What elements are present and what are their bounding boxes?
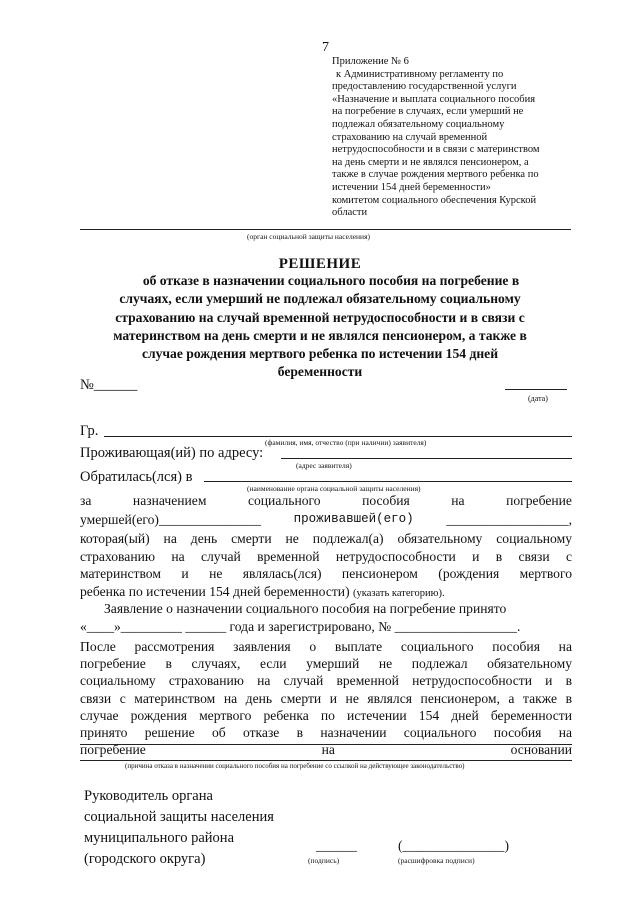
- p1-last-line: [80, 583, 572, 603]
- word: погребение: [80, 742, 146, 758]
- signature-caption: (подпись): [308, 856, 340, 865]
- citizen-line: [104, 436, 572, 437]
- organ-name-caption: (наименование органа социальной защиты населения): [247, 484, 421, 493]
- p3-line: погребение в случаях, если умерший не подлежал обязательному: [80, 656, 572, 672]
- appendix-line: также в случае рождения мертвого ребенка по: [332, 169, 539, 181]
- appendix-line: области: [332, 207, 368, 219]
- reason-caption: (причина отказа в назначении социального пособия на погребение со ссылкой на действующее законодательство): [125, 762, 465, 770]
- subtitle-line: страхованию на случай временной нетрудоспособности и в связи с: [115, 309, 525, 325]
- fio-caption: (фамилия, имя, отчество (при наличии) заявителя): [265, 438, 427, 447]
- p1-body: [80, 530, 572, 602]
- word: пособия: [362, 493, 410, 508]
- appendix-line: нетрудоспособности и в связи с материнством: [332, 144, 540, 156]
- subtitle-line: случае рождения мертвого ребенка по истечении 154 дней: [141, 346, 499, 362]
- p3-line: социальному страхованию на случай временной нетрудоспособности и в: [80, 673, 572, 689]
- category-hint: (указать категорию).: [353, 587, 445, 599]
- appendix-line: «Назначение и выплата социального пособия: [332, 93, 536, 105]
- p1-line-1: [80, 493, 572, 509]
- page-number: 7: [322, 40, 329, 55]
- word: назначением: [132, 493, 207, 508]
- appendix-title: Приложение № 6: [332, 56, 409, 67]
- signature-block: [84, 786, 274, 870]
- reason-line-2: [80, 760, 572, 761]
- subtitle-line: об отказе в назначении социального пособия на погребение в: [142, 273, 520, 288]
- p3-line: принято решение об отказе в назначении социального пособия на: [80, 725, 572, 741]
- p1-last-text: ребенка по истечении 154 дней беременности): [80, 583, 350, 599]
- decode-blank: (_______________): [398, 838, 510, 853]
- p3-body: [80, 638, 572, 758]
- address-label: Проживающая(ий) по адресу:: [80, 445, 264, 461]
- appendix-line: предоставлению государственной услуги: [332, 81, 517, 93]
- appendix-line: к Административному регламенту по: [336, 68, 504, 80]
- appendix-line: страхованию на случай временной: [332, 131, 488, 143]
- word: погребение: [506, 493, 572, 508]
- p3-line: связи с материнством на день смерти и не являлся пенсионером, а также в: [80, 690, 572, 706]
- subtitle-line: случаях, если умерший не подлежал обязательному социальному: [119, 291, 521, 307]
- signer-line: Руководитель органа: [84, 788, 213, 804]
- word: социального: [247, 493, 321, 508]
- appendix-line: подлежал обязательному социальному: [332, 118, 505, 130]
- deceased-blank: умершей(его)_______________: [80, 512, 261, 527]
- address-line: [281, 458, 572, 459]
- signer-line: социальной защиты населения: [84, 809, 274, 825]
- applied-line: [204, 481, 572, 482]
- p2-line-1: Заявление о назначении социального пособия на погребение принято: [104, 601, 507, 616]
- appendix-line: комитетом социального обеспечения Курской: [332, 194, 537, 206]
- signer-line: (городского округа): [84, 851, 206, 867]
- word: на: [451, 493, 465, 508]
- appendix-line: на день смерти и не являлся пенсионером, а: [332, 156, 529, 168]
- signature-blank: ______: [316, 838, 357, 853]
- subtitle-line: материнством на день смерти и не являлся пенсионером, а также в: [113, 327, 527, 343]
- citizen-label: Гр.: [80, 423, 99, 439]
- word: на: [321, 742, 335, 758]
- reason-line-1: [80, 744, 572, 745]
- signer-line: муниципального района: [84, 830, 234, 846]
- organ-line: [80, 229, 571, 230]
- subtitle-line: беременности: [277, 364, 363, 380]
- applied-label: Обратилась(лся) в: [80, 469, 193, 485]
- resided-label: проживавшей(его): [293, 512, 414, 526]
- appendix-block: [332, 56, 540, 220]
- resided-blank: __________________,: [446, 512, 572, 527]
- word: основании: [510, 742, 572, 758]
- p1-line: материнством и не являлась(лся) пенсионером (рождения мертвого: [80, 566, 572, 581]
- date-caption: (дата): [528, 394, 548, 403]
- decision-title: РЕШЕНИЕ: [278, 256, 362, 272]
- organ-caption: (орган социальной защиты населения): [247, 232, 371, 241]
- appendix-line: истечении 154 дней беременности»: [332, 181, 491, 193]
- word: за: [80, 493, 92, 508]
- decode-caption: (расшифровка подписи): [398, 856, 475, 865]
- p1-line: которая(ый) на день смерти не подлежал(а) обязательному социальному: [80, 531, 572, 546]
- date-line: [505, 389, 567, 390]
- p3-line: случае рождения мертвого ребенка по истечении 154 дней беременности: [80, 707, 572, 723]
- p2-line-2: «____»_________ ______ года и зарегистрировано, № __________________.: [80, 619, 521, 634]
- p3-line: После рассмотрения заявления о выплате социального пособия на: [80, 639, 572, 654]
- address-caption: (адрес заявителя): [296, 461, 352, 470]
- p1-line-2: [80, 512, 572, 528]
- decision-subtitle: [70, 272, 570, 382]
- p1-line: страхованию на случай временной нетрудоспособности и в связи с: [80, 548, 572, 564]
- appendix-line: на погребение в случаях, если умерший не: [332, 106, 524, 118]
- number-field: №______: [80, 377, 138, 393]
